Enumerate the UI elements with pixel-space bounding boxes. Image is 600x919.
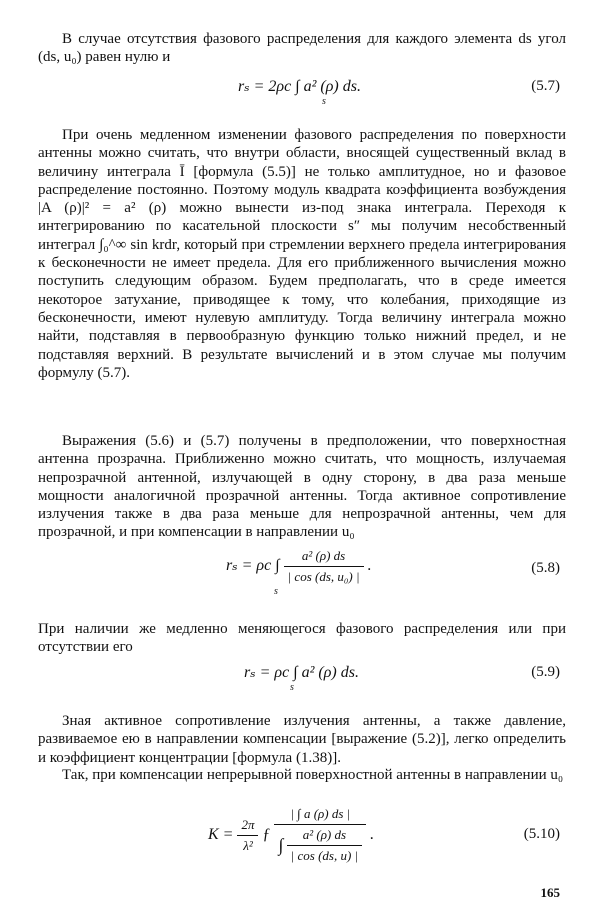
eq57-lhs: rₛ xyxy=(238,78,250,95)
eq510-main-fraction xyxy=(274,806,366,864)
equation-5-9 xyxy=(244,662,359,693)
eq58-denominator: | cos (ds, u₀) | xyxy=(287,569,360,584)
eq58-numerator: a² (ρ) ds xyxy=(284,548,364,567)
equation-5-7 xyxy=(238,76,361,107)
paragraph-6: Так, при компенсации непрерывной поверхностной антенны в направлении u₀ xyxy=(62,767,564,783)
eq58-fraction xyxy=(284,548,364,585)
eq510-top: | ∫ a (ρ) ds | xyxy=(274,806,366,825)
eq59-rhs: = ρc ∫ a² (ρ) ds. xyxy=(259,664,359,681)
equation-number-5-7: (5.7) xyxy=(531,78,560,94)
equation-number-5-10: (5.10) xyxy=(523,826,560,842)
eq510-bottom-den: | cos (ds, u) | xyxy=(290,848,359,863)
eq510-coef-num: 2π xyxy=(237,817,258,836)
eq59-limit: s xyxy=(290,682,294,693)
paragraph-3: Выражения (5.6) и (5.7) получены в предположении, что поверхностная антенна прозрачна. Приближенно можно считать, что мощность, излучаемая непрозрачной антенной, излучающей в одну сторону, в два раза меньше мощности аналогичной прозрачной антенны. Тогда активное сопротивление излучения также в два раза меньше для непрозрачной антенны, чем для прозрачной, и при компенсации в направлении u₀ xyxy=(38,433,566,541)
equation-number-5-8: (5.8) xyxy=(531,560,560,576)
eq510-inner-fraction xyxy=(287,827,362,864)
eq58-limit: s xyxy=(274,586,278,597)
page-number: 165 xyxy=(540,885,560,900)
equation-5-10: K = $\frac{2\pi}{\text{λ²}}$ ƒ | ∫ a (ρ) ds | ∫ $\frac{\text{a² (ρ) ds}}{| \cos (ds, u) |}$ . xyxy=(208,806,375,863)
paragraph-4: При наличии же медленно меняющегося фазового распределения или при отсутствии его xyxy=(38,621,566,656)
equation-number-5-9: (5.9) xyxy=(531,664,560,680)
equation-5-8: rₛ = ρc ∫ $\frac{\text{a² (ρ) ds}}{\text{| cos (ds, u₀) |}}$ . s xyxy=(226,548,372,597)
eq57-rhs: = 2ρc ∫ a² (ρ) ds. xyxy=(253,78,361,95)
eq510-lhs: K = xyxy=(208,826,234,843)
eq57-limit: s xyxy=(322,96,326,107)
paragraph-1: В случае отсутствия фазового распределения для каждого элемента ds угол (ds, u₀) равен нулю и xyxy=(38,31,566,66)
eq58-lhs: rₛ xyxy=(226,557,238,575)
eq510-bottom-num: a² (ρ) ds xyxy=(287,827,362,846)
eq59-lhs: rₛ xyxy=(244,664,256,681)
eq58-pre: = ρc ∫ xyxy=(241,557,280,575)
eq510-coefficient xyxy=(237,817,258,854)
eq510-coef-den: λ² xyxy=(243,837,253,853)
eq510-bottom: ∫ $\frac{\text{a² (ρ) ds}}{| \cos (ds, u) |}$ xyxy=(274,825,366,864)
paragraph-5: Зная активное сопротивление излучения антенны, а также давление, развиваемое ею в направлении компенсации [выражение (5.2)], легко определить и коэффициент концентрации [формула (1.38)]. xyxy=(38,713,566,766)
paragraph-2: При очень медленном изменении фазового распределения по поверхности антенны можно считать, что внутри области, вносящей существенный вклад в величину интеграла Ī [формула (5.5)] не только амплитудное, но и фазовое распределение постоянно. Поэтому модуль квадрата коэффициента возбуждения |A (ρ)|² = a² (ρ) можно вынести из-под знака интеграла. Переходя к интегрированию по касательной плоскости s″ мы получим несобственный интеграл ∫₀^∞ sin krdr, который при стремлении верхнего предела интегрирования к бесконечности не имеет предела. Для его приближенного вычисления можно поступить следующим образом. Будем предполагать, что в среде имеется некоторое затухание, приводящее к тому, что колебания, приходящие из бесконечности, имеют нулевую амплитуду. Тогда величину интеграла можно найти, подставляя в первообразную функцию только нижний предел, и не подставляя верхний. В результате вычислений и в этом случае мы получим формулу (5.7). xyxy=(38,127,566,381)
